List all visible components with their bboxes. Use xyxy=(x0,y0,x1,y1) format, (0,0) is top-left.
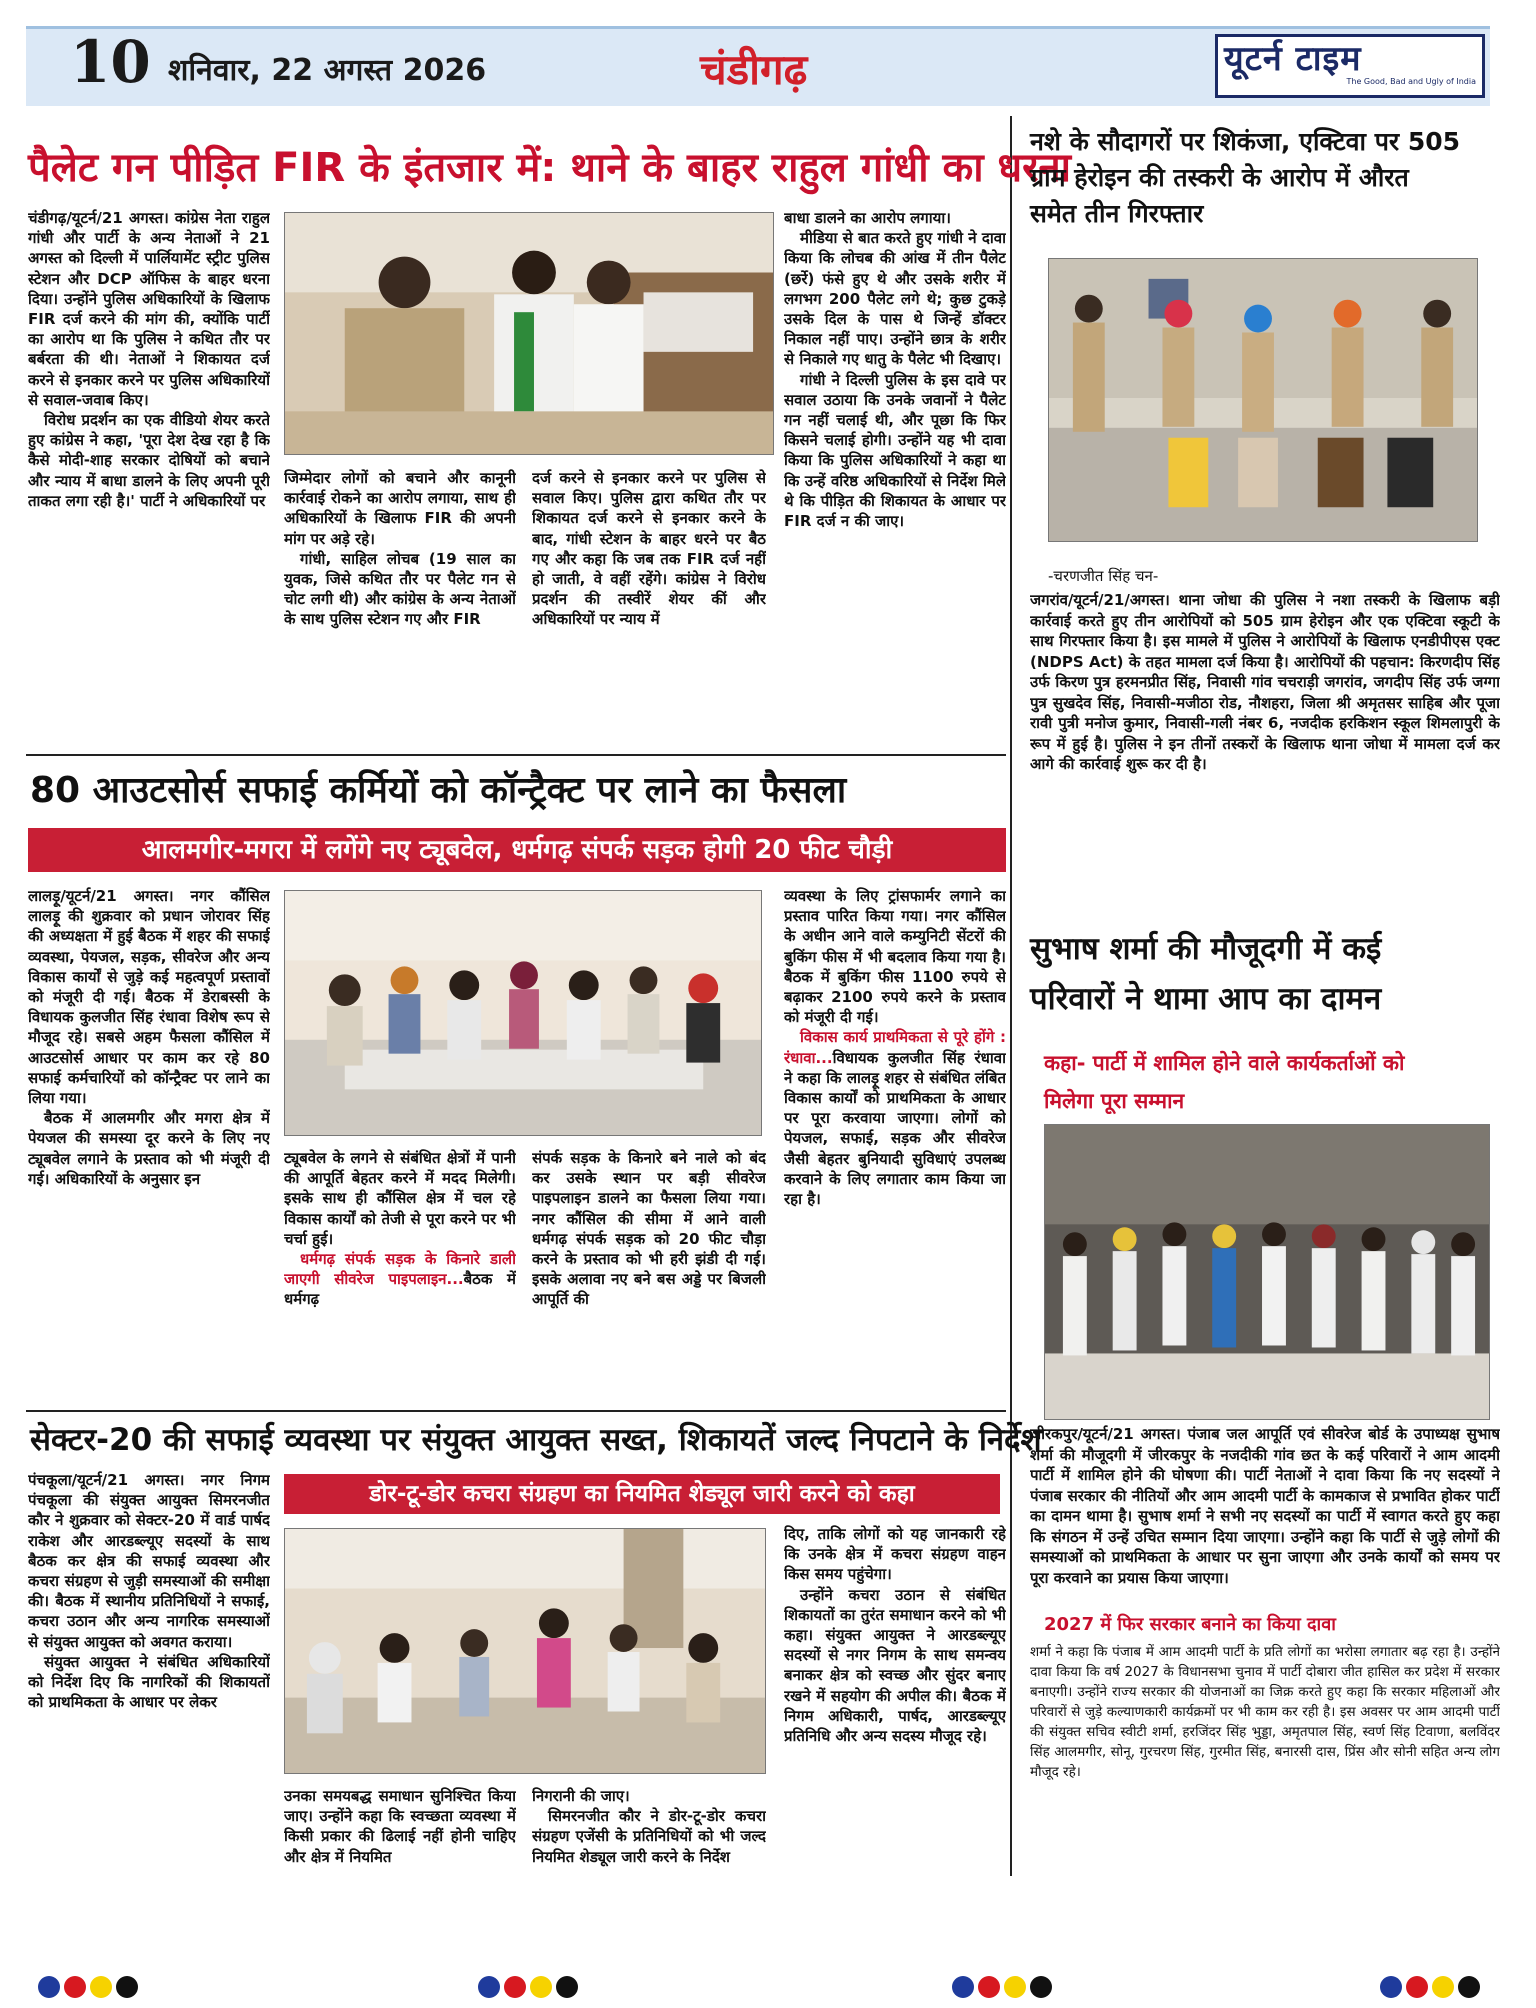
story2-col1-p1: लालड़ू/यूटर्न/21 अगस्त। नगर कौंसिल लालड़ू की शुक्रवार को प्रधान जोरावर सिंह की अध्यक्षता में हुई बैठक में शहर की सफाई व्यवस्था, पेयजल, सड़क, सीवरेज और अन्य विकास कार्यों से जुड़े कई महत्वपूर्ण प्रस्तावों को मंजूरी दी गई। बैठक में डेराबस्सी के विधायक कुलजीत सिंह रंधावा विशेष रूप से मौजूद रहे। सबसे अहम फैसला कौंसिल में आउटसोर्स आधार पर काम कर रहे 80 सफाई कर्मचारियों को कॉन्ट्रैक्ट पर लाने का लिया गया। xyxy=(28,887,270,1108)
reg-dot xyxy=(1004,1976,1026,1998)
story2-col4-p1: व्यवस्था के लिए ट्रांसफार्मर लगाने का प्रस्ताव पारित किया गया। नगर कौंसिल के अधीन आने वाले कम्युनिटी सेंटरों की बुकिंग फीस में भी बदलाव किया गया है। बैठक में बुकिंग फीस 1100 रुपये से बढ़ाकर 2100 रुपये करने के प्रस्ताव को मंजूरी दी गई। xyxy=(784,887,1006,1027)
story1-col2-p2: गांधी, साहिल लोचब (19 साल का युवक, जिसे कथित तौर पर पैलेट गन से चोट लगी थी) और कांग्रेस के अन्य नेताओं के साथ पुलिस स्टेशन गए और FIR xyxy=(284,549,516,629)
story2-col1 xyxy=(28,886,270,1404)
logo-text: यूटर्न टाइम xyxy=(1224,39,1362,79)
story4-body-p1: जगरांव/यूटर्न/21/अगस्त। थाना जोधा की पुलिस ने नशा तस्करी के खिलाफ बड़ी कार्रवाई करते हुए तीन आरोपियों को 505 ग्राम हेरोइन और एक एक्टिवा स्कूटी के साथ गिरफ्तार किया है। इस मामले में पुलिस ने आरोपियों के खिलाफ एनडीपीएस एक्ट (NDPS Act) के तहत मामला दर्ज किया है। आरोपियों की पहचान: किरणदीप सिंह उर्फ किरण पुत्र हरमनप्रीत सिंह, निवासी गांव चचराड़ी जगरांव, जगदीप सिंह उर्फ जग्गा पुत्र सुखदेव सिंह, निवासी-मजीठा रोड, नौशहरा, जिला श्री अमृतसर साहिब और पूजा रावी पुत्री मनोज कुमार, निवासी-गली नंबर 6, नजदीक हरकिशन स्कूल शिमलापुरी के रूप में हुई है। पुलिस ने इन तीनों तस्करों के खिलाफ थाना जोधा में मामला दर्ज कर आगे की कार्रवाई शुरू कर दी है। xyxy=(1030,591,1500,773)
story1-col1-p2: विरोध प्रदर्शन का एक वीडियो शेयर करते हुए कांग्रेस ने कहा, 'पूरा देश देख रहा है कि कैसे मोदी-शाह सरकार दोषियों को बचाने और न्याय में बाधा डालने के लिए अपनी पूरी ताकत लगा रही है।' पार्टी ने अधिकारियों पर xyxy=(28,411,270,510)
story2-photo xyxy=(284,890,762,1136)
reg-dot xyxy=(504,1976,526,1998)
story4-headline-line2: ग्राम हेरोइन की तस्करी के आरोप में औरत xyxy=(1030,163,1409,192)
reg-dot xyxy=(1380,1976,1402,1998)
story2-col4-p2: विधायक कुलजीत सिंह रंधावा ने कहा कि लालड़ू शहर से संबंधित लंबित विकास कार्यों को प्राथमिकता के आधार पर पूरा करवाया जाएगा। लोगों को पेयजल, सफाई, सड़क और सीवरेज जैसी बेहतर बुनियादी सुविधाएं उपलब्ध करवाने के लिए लगातार काम किया जा रहा है। xyxy=(784,1048,1006,1209)
reg-dot xyxy=(1030,1976,1052,1998)
story5-body-p1: जीरकपुर/यूटर्न/21 अगस्त। पंजाब जल आपूर्ति एवं सीवरेज बोर्ड के उपाध्यक्ष सुभाष शर्मा की मौजूदगी में जीरकपुर के नजदीकी गांव छत के कई परिवारों ने आम आदमी पार्टी में शामिल होने की घोषणा की। पार्टी नेताओं ने दावा किया कि नए सदस्यों ने पंजाब सरकार की नीतियों और आम आदमी पार्टी के कामकाज से प्रभावित होकर पार्टी का दामन थामा है। सुभाष शर्मा ने सभी नए सदस्यों का पार्टी में स्वागत करते हुए कहा कि संगठन में उन्हें उचित सम्मान दिया जाएगा। उन्होंने कहा कि पार्टी से जुड़े लोगों की समस्याओं को प्राथमिकता के आधार पर सुना जाएगा और उनके कार्यों को समय पर पूरा करवाने का प्रयास किया जाएगा। xyxy=(1030,1425,1500,1587)
story2-col2-subhead: धर्मगढ़ संपर्क सड़क के किनारे डाली जाएगी सीवरेज पाइपलाइन... xyxy=(284,1250,516,1289)
logo-tagline: The Good, Bad and Ugly of India xyxy=(1346,77,1476,86)
story1-col1-p1: चंडीगढ़/यूटर्न/21 अगस्त। कांग्रेस नेता राहुल गांधी और पार्टी के अन्य नेताओं ने 21 अगस्त को दिल्ली में पार्लियामेंट स्ट्रीट पुलिस स्टेशन और DCP ऑफिस के बाहर धरना दिया। उन्होंने पुलिस अधिकारियों के खिलाफ FIR दर्ज करने की मांग की, क्योंकि पार्टी का आरोप था कि पुलिस ने कथित तौर पर बर्बरता की थी। नेताओं ने शिकायत दर्ज करने से इनकार करने पर पुलिस अधिकारियों से सवाल-जवाब किए। xyxy=(28,209,270,409)
story2-col4 xyxy=(784,886,1006,1404)
reg-dot xyxy=(1432,1976,1454,1998)
story3-col2-p1: उनका समयबद्ध समाधान सुनिश्चित किया जाए। उन्होंने कहा कि स्वच्छता व्यवस्था में किसी प्रकार की ढिलाई नहीं होनी चाहिए और क्षेत्र में नियमित xyxy=(284,1787,516,1866)
story3-col1 xyxy=(28,1470,270,1870)
story4-headline-line3: समेत तीन गिरफ्तार xyxy=(1030,199,1204,228)
story5-headline-line2: परिवारों ने थामा आप का दामन xyxy=(1030,981,1382,1017)
registration-dots-1 xyxy=(38,1976,142,2002)
story5-headline xyxy=(1030,924,1500,1024)
story4-headline-line1: नशे के सौदागरों पर शिकंजा, एक्टिवा पर 505 xyxy=(1030,127,1461,156)
story3-col3-p2: सिमरनजीत कौर ने डोर-टू-डोर कचरा संग्रहण एजेंसी के प्रतिनिधियों को भी जल्द नियमित शेड्यूल जारी करने के निर्देश xyxy=(532,1807,766,1866)
story2-col2-p1: ट्यूबवेल के लगने से संबंधित क्षेत्रों में पानी की आपूर्ति बेहतर करने में मदद मिलेगी। इसके साथ ही कौंसिल क्षेत्र में चल रहे विकास कार्यों को तेजी से पूरा करने पर भी चर्चा हुई। xyxy=(284,1149,516,1248)
story5-subhead-line1: कहा- पार्टी में शामिल होने वाले कार्यकर्ताओं को xyxy=(1044,1051,1405,1075)
story1-col4 xyxy=(784,208,1006,748)
story2-col3 xyxy=(532,1148,766,1404)
story2-subhead: आलमगीर-मगरा में लगेंगे नए ट्यूबवेल, धर्मगढ़ संपर्क सड़क होगी 20 फीट चौड़ी xyxy=(28,828,1006,872)
reg-dot xyxy=(64,1976,86,1998)
story1-col1 xyxy=(28,208,270,748)
story3-col3-p1: निगरानी की जाए। xyxy=(532,1787,630,1805)
issue-date: शनिवार, 22 अगस्त 2026 xyxy=(168,53,487,88)
reg-dot xyxy=(1458,1976,1480,1998)
story5-subhead2: 2027 में फिर सरकार बनाने का किया दावा xyxy=(1044,1614,1336,1635)
registration-dots-3 xyxy=(952,1976,1056,2002)
story1-col2 xyxy=(284,468,516,748)
rule xyxy=(26,1410,1006,1412)
rule xyxy=(26,754,1006,756)
story5-headline-line1: सुभाष शर्मा की मौजूदगी में कई xyxy=(1030,931,1382,967)
story1-photo xyxy=(284,212,774,455)
story1-col2-p1: जिम्मेदार लोगों को बचाने और कानूनी कार्रवाई रोकने का आरोप लगाया, साथ ही अधिकारियों के खिलाफ FIR की अपनी मांग पर अड़े रहे। xyxy=(284,469,516,548)
reg-dot xyxy=(478,1976,500,1998)
story3-photo xyxy=(284,1528,766,1774)
story2-headline: 80 आउटसोर्स सफाई कर्मियों को कॉन्ट्रैक्ट पर लाने का फैसला xyxy=(30,770,847,811)
reg-dot xyxy=(1406,1976,1428,1998)
story5-body2 xyxy=(1030,1642,1500,1882)
story4-body xyxy=(1030,590,1500,920)
section-city: चंडीगढ़ xyxy=(700,45,808,94)
story3-headline: सेक्टर-20 की सफाई व्यवस्था पर संयुक्त आयुक्त सख्त, शिकायतें जल्द निपटाने के निर्देश xyxy=(30,1422,1042,1458)
story5-subhead-line2: मिलेगा पूरा सम्मान xyxy=(1044,1089,1185,1113)
story5-body2-p1: शर्मा ने कहा कि पंजाब में आम आदमी पार्टी के प्रति लोगों का भरोसा लगातार बढ़ रहा है। उन्होंने दावा किया कि वर्ष 2027 के विधानसभा चुनाव में पार्टी दोबारा जीत हासिल कर प्रदेश में सरकार बनाएगी। उन्होंने राज्य सरकार की योजनाओं का जिक्र करते हुए कहा कि सरकार महिलाओं और परिवारों से जुड़े कल्याणकारी कार्यक्रमों पर भी काम कर रही है। इस अवसर पर आम आदमी पार्टी की संयुक्त सचिव स्वीटी शर्मा, हरजिंदर सिंह भुड्डा, अमृतपाल सिंह, स्वर्ण सिंह टिवाणा, बलविंदर सिंह आलमगीर, सोनू, गुरचरण सिंह, गुरमीत सिंह, बनारसी दास, प्रिंस और सोनी सहित अन्य लोग मौजूद रहे। xyxy=(1030,1644,1500,1780)
story1-col4-p1: बाधा डालने का आरोप लगाया। xyxy=(784,209,951,227)
story2-col3-p1: संपर्क सड़क के किनारे बने नाले को बंद कर उसके स्थान पर बड़ी सीवरेज पाइपलाइन डालने का फैसला लिया गया। नगर कौंसिल की सीमा में आने वाली धर्मगढ़ संपर्क सड़क को 20 फीट चौड़ा करने के प्रस्ताव को भी हरी झंडी दी गई। इसके अलावा नए बने बस अड्डे पर बिजली आपूर्ति की xyxy=(532,1149,766,1309)
story1-col4-p3: गांधी ने दिल्ली पुलिस के इस दावे पर सवाल उठाया कि उनके जवानों ने पैलेट गन नहीं चलाई थी, और पूछा कि फिर किसने चलाई होगी। उन्होंने यह भी दावा किया कि पुलिस अधिकारियों ने कहा था कि उन्हें वरिष्ठ अधिकारियों से निर्देश मिले थे कि पीड़ित की शिकायत के आधार पर FIR दर्ज न की जाए। xyxy=(784,370,1006,531)
column-divider xyxy=(1010,116,1012,1876)
story3-subhead: डोर-टू-डोर कचरा संग्रहण का नियमित शेड्यूल जारी करने को कहा xyxy=(284,1474,1000,1514)
story5-subhead xyxy=(1044,1044,1500,1120)
newspaper-logo xyxy=(1215,34,1485,98)
story2-col2 xyxy=(284,1148,516,1404)
registration-dots-4 xyxy=(1380,1976,1484,2002)
page-number: 10 xyxy=(70,28,151,96)
registration-dots-2 xyxy=(478,1976,582,2002)
story4-photo xyxy=(1048,258,1478,542)
story1-col3 xyxy=(532,468,766,748)
story1-headline: पैलेट गन पीड़ित FIR के इंतजार में: थाने के बाहर राहुल गांधी का धरना xyxy=(28,145,1072,191)
story5-photo xyxy=(1044,1124,1490,1420)
story3-col2 xyxy=(284,1786,516,1886)
reg-dot xyxy=(530,1976,552,1998)
story3-col4-p2: उन्होंने कचरा उठान से संबंधित शिकायतों का तुरंत समाधान करने को भी कहा। संयुक्त आयुक्त ने आरडब्ल्यूए सदस्यों से नगर निगम के साथ समन्वय बनाकर क्षेत्र को स्वच्छ और सुंदर बनाए रखने में सहयोग की अपील की। बैठक में निगम अधिकारी, पार्षद, आरडब्ल्यूए प्रतिनिधि और अन्य सदस्य मौजूद रहे। xyxy=(784,1585,1006,1746)
story2-col4-subhead: विकास कार्य प्राथमिकता से पूरे होंगे : रंधावा... xyxy=(784,1028,1006,1067)
story1-col4-p2: मीडिया से बात करते हुए गांधी ने दावा किया कि लोचब की आंख में तीन पैलेट (छर्रे) फंसे हुए थे और उसके शरीर में लगभग 200 पैलेट लगे थे; कुछ टुकड़े उसके दिल के पास थे जिन्हें डॉक्टर निकाल नहीं पाए। उन्होंने छात्र के शरीर से निकाले गए धातु के पैलेट भी दिखाए। xyxy=(784,229,1006,369)
story3-col1-p1: पंचकूला/यूटर्न/21 अगस्त। नगर निगम पंचकूला की संयुक्त आयुक्त सिमरनजीत कौर ने शुक्रवार को सेक्टर-20 में वार्ड पार्षद राकेश और आरडब्ल्यूए सदस्यों के साथ बैठक कर क्षेत्र की सफाई व्यवस्था और कचरा संग्रहण से जुड़ी समस्याओं की समीक्षा की। बैठक में स्थानीय प्रतिनिधियों ने सफाई, कचरा उठान और अन्य नागरिक समस्याओं से संयुक्त आयुक्त को अवगत कराया। xyxy=(28,1471,270,1651)
reg-dot xyxy=(952,1976,974,1998)
story4-byline: -चरणजीत सिंह चन- xyxy=(1048,567,1159,585)
story2-col2-p2: बैठक में धर्मगढ़ xyxy=(284,1270,516,1309)
story3-col1-p2: संयुक्त आयुक्त ने संबंधित अधिकारियों को निर्देश दिए कि नागरिकों की शिकायतों को प्राथमिकता के आधार पर लेकर xyxy=(28,1652,270,1712)
reg-dot xyxy=(38,1976,60,1998)
reg-dot xyxy=(116,1976,138,1998)
story4-headline xyxy=(1030,124,1500,232)
story2-col1-p2: बैठक में आलमगीर और मगरा क्षेत्र में पेयजल की समस्या दूर करने के लिए नए ट्यूबवेल लगाने के प्रस्ताव को भी मंजूरी दी गई। अधिकारियों के अनुसार इन xyxy=(28,1109,270,1188)
story3-col3 xyxy=(532,1786,766,1886)
reg-dot xyxy=(978,1976,1000,1998)
story3-col4-p1: दिए, ताकि लोगों को यह जानकारी रहे कि उनके क्षेत्र में कचरा संग्रहण वाहन किस समय पहुंचेगा। xyxy=(784,1525,1006,1584)
story1-col3-p1: दर्ज करने से इनकार करने पर पुलिस से सवाल किए। पुलिस द्वारा कथित तौर पर शिकायत दर्ज करने से इनकार करने के बाद, गांधी स्टेशन के बाहर धरने पर बैठ गए और कहा कि जब तक FIR दर्ज नहीं हो जाती, वे वहीं रहेंगे। कांग्रेस ने विरोध प्रदर्शन की तस्वीरें शेयर कीं और अधिकारियों पर न्याय में xyxy=(532,469,766,629)
story3-col4 xyxy=(784,1524,1006,1886)
story5-body xyxy=(1030,1424,1500,1610)
reg-dot xyxy=(90,1976,112,1998)
reg-dot xyxy=(556,1976,578,1998)
